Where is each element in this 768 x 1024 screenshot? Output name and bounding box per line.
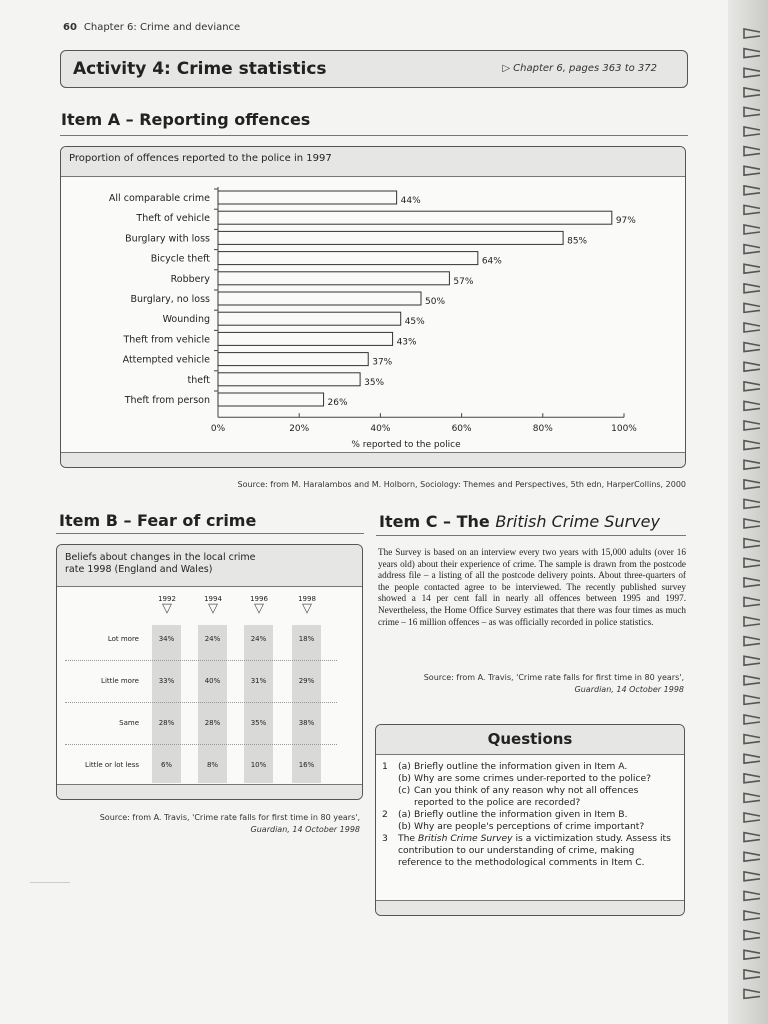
question-text: Can you think of any reason why not all offences reported to the police are recorded? [414,785,639,808]
bar [218,373,360,386]
table-cell: 10% [250,761,267,769]
table-cell: 18% [298,635,315,643]
questions-list [382,761,678,869]
spiral-coil [744,166,760,175]
row-label: Little or lot less [85,761,139,769]
spiral-coil [744,676,760,685]
table-cell: 34% [158,635,175,643]
table-cell: 16% [298,761,315,769]
question-1b [398,773,678,785]
spiral-coil [744,833,760,842]
bar-value-label: 45% [404,317,425,328]
spiral-coil [744,891,760,900]
bar-value-label: 64% [481,256,502,267]
spiral-coil [744,323,760,332]
spiral-coil [744,872,760,881]
question-3 [382,833,678,869]
bar [218,252,478,265]
table-caption-line1: Beliefs about changes in the local crime [65,552,256,563]
spiral-coil [744,107,760,116]
bar [218,231,563,244]
question-text: Why are some crimes under-reported to the police? [414,773,652,784]
year-header [237,595,281,615]
table-cell: 28% [158,719,175,727]
down-triangle-icon: ▽ [302,601,312,616]
spiral-coil [744,421,760,430]
spiral-coil [744,29,760,38]
spiral-coil [744,617,760,626]
item-b-source-line2: Guardian, 14 October 1998 [250,825,360,834]
spiral-coil [744,343,760,352]
item-a-heading: Item A – Reporting offences [61,110,311,129]
item-c-source-line2: Guardian, 14 October 1998 [574,685,684,694]
bar [218,332,393,345]
question-letter: (b) [398,773,412,784]
question-1 [382,761,678,809]
table-cell: 31% [250,677,267,685]
running-header [63,22,240,33]
category-label: Theft of vehicle [136,213,210,225]
spiral-coil [744,401,760,410]
spiral-coil [744,735,760,744]
table-cell: 24% [204,635,221,643]
bar-value-label: 37% [372,357,393,368]
spiral-coil [744,460,760,469]
bar-value-label: 35% [364,377,385,388]
year-label: 1994 [204,595,222,603]
questions-heading: Questions [376,725,684,755]
bar-value-label: 44% [400,196,421,206]
item-a-rule [60,135,688,136]
x-axis-label: % reported to the police [351,440,461,451]
category-label: Wounding [162,314,210,326]
table-cell: 38% [298,719,315,727]
bar-value-label: 43% [396,337,417,348]
down-triangle-icon: ▽ [254,601,264,616]
question-1c [398,785,678,809]
question-text: Briefly outline the information given in Item A. [414,761,628,772]
table-footer-band [57,784,362,799]
spiral-coil [744,225,760,234]
x-tick-label: 20% [289,424,310,435]
question-2 [382,809,678,833]
item-c-rule [376,535,686,536]
item-a-chart-box [60,146,686,468]
table-cell: 8% [206,761,219,769]
bar [218,312,401,325]
bar-value-label: 26% [327,398,348,408]
question-text: Why are people's perceptions of crime important? [414,821,645,832]
spiral-coil [744,774,760,783]
table-caption-line2: rate 1998 (England and Wales) [65,564,213,575]
bar-value-label: 57% [453,276,474,287]
down-triangle-icon: ▽ [162,601,172,616]
chapter-reference: ▷ Chapter 6, pages 363 to 372 [502,63,657,74]
fear-of-crime-table [57,587,362,785]
category-label: Robbery [170,273,210,285]
bar-value-label: 97% [615,216,636,227]
x-tick-label: 0% [210,424,226,435]
row-label: Lot more [107,635,139,643]
spiral-coil [744,637,760,646]
spiral-coil [744,49,760,58]
x-tick-label: 60% [451,424,472,435]
year-header [191,595,235,615]
year-column-band [244,625,273,783]
chart-footer-band [61,452,685,467]
category-label: Theft from vehicle [123,334,210,346]
item-a-source-text: Source: from M. Haralambos and M. Holborn, Sociology: Themes and Perspectives, 5th edn, HarperCollins, 2000 [237,480,686,489]
spiral-coil [744,813,760,822]
year-header [145,595,189,615]
spiral-coil [744,793,760,802]
spiral-coil [744,205,760,214]
spiral-coil [744,88,760,97]
down-triangle-icon: ▽ [208,601,218,616]
question-text-pre: The [398,833,419,844]
spiral-coil [744,382,760,391]
chart-caption: Proportion of offences reported to the police in 1997 [61,147,685,177]
spiral-coil [744,931,760,940]
spiral-coil [744,127,760,136]
item-b-source-line1: Source: from A. Travis, 'Crime rate falls for first time in 80 years', [99,813,360,822]
item-a-source [60,480,686,489]
spiral-coil [744,597,760,606]
spiral-coil [744,480,760,489]
spiral-coil [744,852,760,861]
item-b-table-box [56,544,363,800]
spiral-coil [744,284,760,293]
category-label: theft [187,374,210,386]
spiral-coil [744,362,760,371]
spiral-coil [744,715,760,724]
bar [218,211,612,224]
page-number: 60 [63,22,77,33]
row-separator [65,744,337,745]
category-label: Burglary, no loss [130,294,210,305]
bar [218,353,368,366]
question-1a [398,761,678,773]
margin-mark [30,882,70,883]
row-label: Same [119,719,139,727]
item-c-heading [379,512,660,531]
x-tick-label: 100% [611,424,637,435]
spiral-coil [744,754,760,763]
table-caption [57,545,362,587]
category-label: Attempted vehicle [122,354,210,366]
spiral-coil [744,441,760,450]
question-letter: (c) [398,785,411,796]
year-column-band [292,625,321,783]
item-b-source [60,812,360,836]
row-label: Little more [101,677,139,685]
bar-value-label: 50% [425,297,446,307]
year-column-band [152,625,181,783]
question-2b [398,821,678,833]
activity-banner [60,50,688,88]
spiral-coil [744,989,760,998]
bar [218,393,324,406]
spiral-coil [744,911,760,920]
item-c-source [378,672,684,696]
spiral-coil [744,245,760,254]
question-letter: (a) [398,809,411,820]
spiral-coil [744,695,760,704]
year-label: 1998 [298,595,316,603]
row-separator [65,660,337,661]
item-b-heading: Item B – Fear of crime [59,511,257,530]
spiral-coil [744,264,760,273]
row-separator [65,702,337,703]
table-cell: 28% [204,719,221,727]
category-label: Bicycle theft [150,253,210,265]
category-label: Theft from person [124,395,210,406]
spiral-coil [744,186,760,195]
questions-footer-band [376,900,684,915]
bar [218,191,397,204]
spiral-coil [744,68,760,77]
question-number: 1 [382,761,388,772]
item-c-source-line1: Source: from A. Travis, 'Crime rate falls for first time in 80 years', [423,673,684,682]
spiral-coil [744,499,760,508]
spiral-coil [744,656,760,665]
item-c-body: The Survey is based on an interview every two years with 15,000 adults (over 16 years old) about their experience of crime. The sample is drawn from the postcode address file – a listing of all the postcode delivery points. About three-quarters of the people contacted agree to be interviewed. The recently published survey showed a 14 per cent fall in nearly all offences between 1995 and 1997. Nevertheless, the Home Office Survey estimates that there was four times as much crime – 16 million offences – as was officially recorded in police statistics. [378,547,686,627]
x-tick-label: 80% [532,424,553,435]
x-tick-label: 40% [370,424,391,435]
spiral-coil [744,147,760,156]
spiral-coil [744,539,760,548]
year-header [285,595,329,615]
question-text-italic: British Crime Survey [418,833,513,844]
bar-chart [61,147,687,469]
category-label: Burglary with loss [125,233,210,245]
spiral-binding [738,22,764,1012]
item-b-rule [56,533,364,534]
activity-title: Activity 4: Crime statistics [73,59,327,79]
bar-value-label: 85% [567,236,588,247]
chapter-title: Chapter 6: Crime and deviance [83,22,241,33]
year-label: 1996 [250,595,268,603]
year-column-band [198,625,227,783]
table-cell: 33% [158,677,175,685]
question-number: 3 [382,833,388,844]
spiral-coil [744,950,760,959]
table-cell: 6% [160,761,173,769]
table-cell: 40% [204,677,221,685]
question-letter: (a) [398,761,411,772]
questions-box [375,724,685,916]
spiral-coil [744,558,760,567]
spiral-coil [744,303,760,312]
spiral-coil [744,519,760,528]
question-2a [398,809,678,821]
item-c-heading-italic: British Crime Survey [495,512,660,531]
item-c-heading-prefix: Item C – The [379,512,496,531]
table-cell: 35% [250,719,267,727]
question-text: Briefly outline the information given in Item B. [414,809,628,820]
spiral-coil [744,970,760,979]
question-text-post: is a victimization study. Assess its contribution to our understanding of crime, making reference to the methodological comments in Item C. [398,833,671,868]
table-cell: 29% [298,677,315,685]
spiral-coil [744,578,760,587]
table-cell: 24% [250,635,267,643]
question-letter: (b) [398,821,412,832]
question-number: 2 [382,809,388,820]
bar [218,272,449,285]
category-label: All comparable crime [108,193,210,204]
bar [218,292,421,305]
year-label: 1992 [158,595,176,603]
